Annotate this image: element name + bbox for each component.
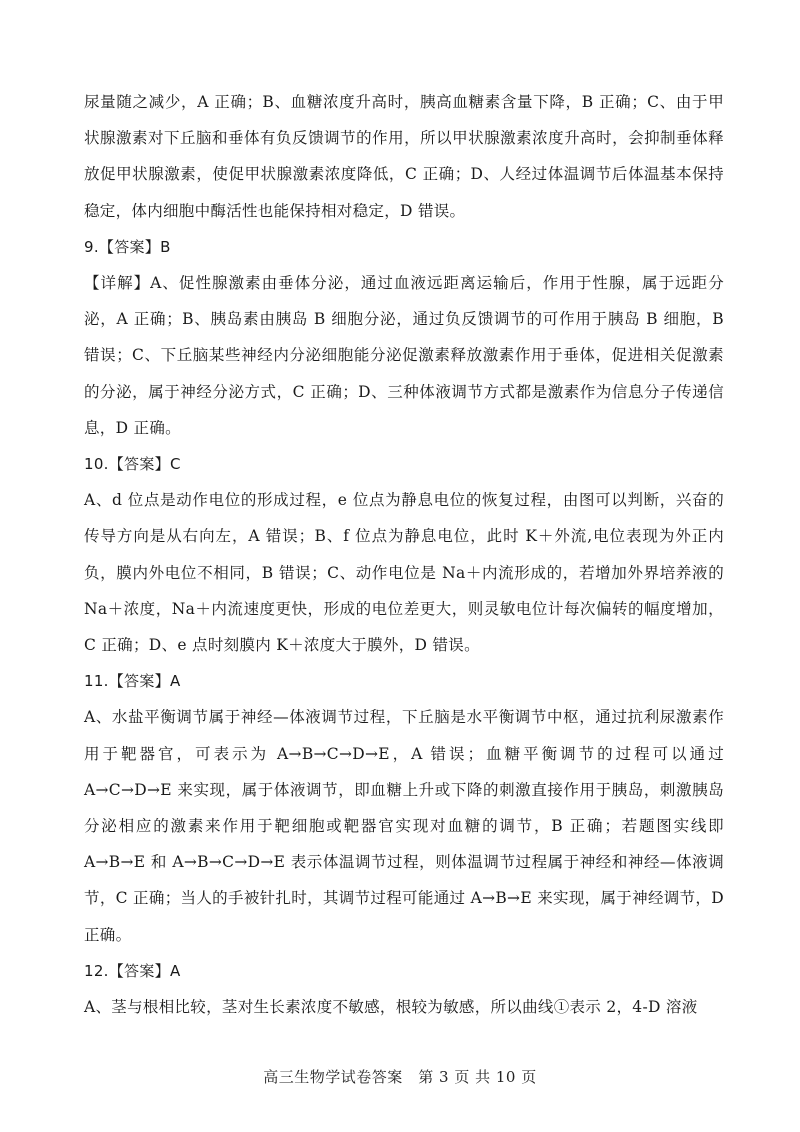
answer-8-continuation: 尿量随之减少，A 正确；B、血糖浓度升高时，胰高血糖素含量下降，B 正确；C、由于甲状腺激素对下丘脑和垂体有负反馈调节的作用，所以甲状腺激素浓度升高时，会抑制垂体释放促甲状腺激素，使促甲状腺激素浓度降低，C 正确；D、人经过体温调节后体温基本保持稳定，体内细胞中酶活性也能保持相对稳定，D 错误。 [84, 93, 724, 220]
answer-11-explanation: A、水盐平衡调节属于神经—体液调节过程，下丘脑是水平衡调节中枢，通过抗利尿激素作用于靶器官，可表示为 A→B→C→D→E，A 错误；血糖平衡调节的过程可以通过 A→C→D→E 来实现，属于体液调节，即血糖上升或下降的刺激直接作用于胰岛，刺激胰岛分泌相应的激素来作用于靶细胞或靶器官实现对血糖的调节，B 正确；若题图实线即 A→B→E 和 A→B→C→D→E 表示体温调节过程，则体温调节过程属于神经和神经—体液调节，C 正确；当人的手被针扎时，其调节过程可能通过 A→B→E 来实现，属于神经调节，D 正确。 [84, 708, 724, 944]
answer-12-explanation: A、茎与根相比较，茎对生长素浓度不敏感，根较为敏感，所以曲线①表示 2，4-D 溶液 [84, 998, 698, 1017]
answer-10-heading: 10.【答案】C [84, 455, 181, 474]
answer-9-heading: 9.【答案】B [84, 237, 171, 256]
answer-9-explanation: 【详解】A、促性腺激素由垂体分泌，通过血液远距离运输后，作用于性腺，属于远距分泌，A 正确；B、胰岛素由胰岛 B 细胞分泌，通过负反馈调节的可作用于胰岛 B 细胞，B 错误；C、下丘脑某些神经内分泌细胞能分泌促激素释放激素作用于垂体，促进相关促激素的分泌，属于神经分泌方式，C 正确；D、三种体液调节方式都是激素作为信息分子传递信息，D 正确。 [84, 274, 724, 437]
page-footer: 高三生物学试卷答案 第 3 页 共 10 页 [263, 1068, 537, 1086]
answer-12-heading: 12.【答案】A [84, 961, 181, 980]
answer-11-heading: 11.【答案】A [84, 672, 181, 691]
answer-10-explanation: A、d 位点是动作电位的形成过程，e 位点为静息电位的恢复过程，由图可以判断，兴奋的传导方向是从右向左，A 错误；B、f 位点为静息电位，此时 K＋外流,电位表现为外正内负，膜内外电位不相同，B 错误；C、动作电位是 Na＋内流形成的，若增加外界培养液的 Na＋浓度，Na＋内流速度更快，形成的电位差更大，则灵敏电位计每次偏转的幅度增加，C 正确；D、e 点时刻膜内 K＋浓度大于膜外，D 错误。 [84, 491, 724, 655]
answer-content [84, 84, 724, 1025]
